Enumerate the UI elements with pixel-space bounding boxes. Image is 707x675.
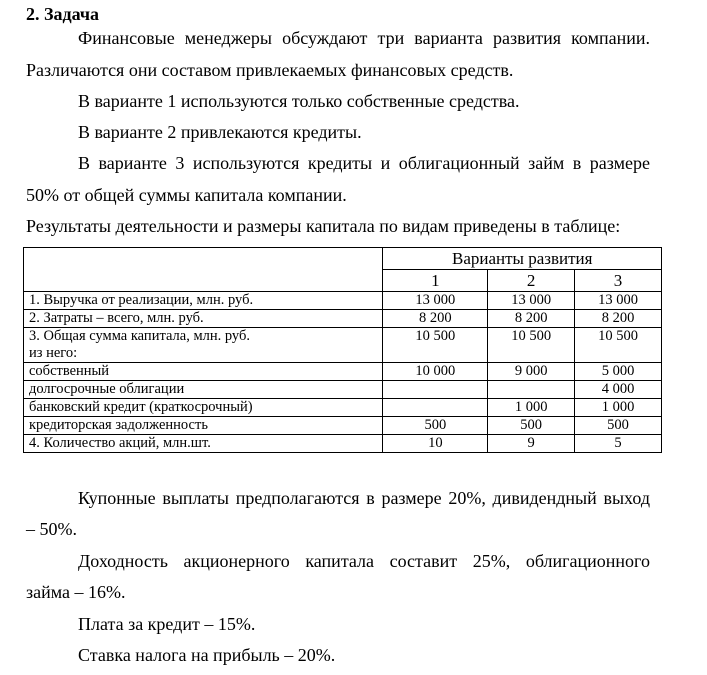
row-label: кредиторская задолженность	[24, 417, 383, 435]
cell-v2: 13 000	[488, 292, 575, 310]
cell-v1: 500	[383, 417, 488, 435]
intro-line-2: Различаются они составом привлекаемых финансовых средств.	[26, 60, 514, 80]
variant-header-1: 1	[383, 270, 488, 292]
row-label	[24, 328, 383, 363]
table-header-row	[24, 248, 662, 270]
cell-v3: 8 200	[575, 310, 662, 328]
cell-v3: 5 000	[575, 363, 662, 381]
cell-v1	[383, 381, 488, 399]
variant-2-text: В варианте 2 привлекаются кредиты.	[78, 122, 362, 142]
table-row	[24, 381, 662, 399]
task-heading: 2. Задача	[26, 4, 100, 24]
row-label: долгосрочные облигации	[24, 381, 383, 399]
coupon-text-a: Купонные выплаты предполагаются в размере 20%, дивидендный выход	[78, 488, 650, 508]
variant-header-3: 3	[575, 270, 662, 292]
table-intro: Результаты деятельности и размеры капитала по видам приведены в таблице:	[26, 216, 621, 236]
cell-v3: 10 500	[575, 328, 662, 363]
header-empty-cell	[24, 248, 383, 292]
row-label: банковский кредит (краткосрочный)	[24, 399, 383, 417]
variant-1-text: В варианте 1 используются только собственные средства.	[78, 91, 520, 111]
table-row	[24, 399, 662, 417]
row-label-line-1: 3. Общая сумма капитала, млн. руб.	[29, 328, 250, 344]
table-row	[24, 328, 662, 363]
cell-v3: 1 000	[575, 399, 662, 417]
cell-v1: 8 200	[383, 310, 488, 328]
cell-v2: 1 000	[488, 399, 575, 417]
table-row	[24, 417, 662, 435]
cell-v1: 10 000	[383, 363, 488, 381]
row-label: собственный	[24, 363, 383, 381]
cell-v2: 500	[488, 417, 575, 435]
intro-line-1: Финансовые менеджеры обсуждают три варианта развития компании.	[78, 28, 650, 48]
table-row	[24, 310, 662, 328]
cell-v1	[383, 399, 488, 417]
table-row	[24, 435, 662, 453]
cell-v2: 9 000	[488, 363, 575, 381]
yield-text-a: Доходность акционерного капитала составит 25%, облигационного	[78, 551, 650, 571]
yield-text-b: займа – 16%.	[26, 582, 126, 602]
cell-v3: 500	[575, 417, 662, 435]
variant-3-text-a: В варианте 3 используются кредиты и облигационный займ в размере	[78, 153, 650, 173]
cell-v2: 10 500	[488, 328, 575, 363]
cell-v1: 10 500	[383, 328, 488, 363]
row-label: 1. Выручка от реализации, млн. руб.	[24, 292, 383, 310]
cell-v2: 8 200	[488, 310, 575, 328]
coupon-text-b: – 50%.	[26, 519, 77, 539]
variant-header-2: 2	[488, 270, 575, 292]
tax-rate-text: Ставка налога на прибыль – 20%.	[78, 645, 336, 665]
cell-v1: 13 000	[383, 292, 488, 310]
table-row	[24, 363, 662, 381]
variants-group-header: Варианты развития	[383, 248, 662, 270]
results-table	[23, 247, 662, 453]
cell-v3: 13 000	[575, 292, 662, 310]
cell-v2	[488, 381, 575, 399]
row-label: 2. Затраты – всего, млн. руб.	[24, 310, 383, 328]
cell-v3: 4 000	[575, 381, 662, 399]
row-label: 4. Количество акций, млн.шт.	[24, 435, 383, 453]
cell-v1: 10	[383, 435, 488, 453]
variant-3-text-b: 50% от общей суммы капитала компании.	[26, 185, 347, 205]
cell-v2: 9	[488, 435, 575, 453]
table-row	[24, 292, 662, 310]
row-label-line-2: из него:	[29, 345, 78, 361]
credit-rate-text: Плата за кредит – 15%.	[78, 614, 256, 634]
cell-v3: 5	[575, 435, 662, 453]
